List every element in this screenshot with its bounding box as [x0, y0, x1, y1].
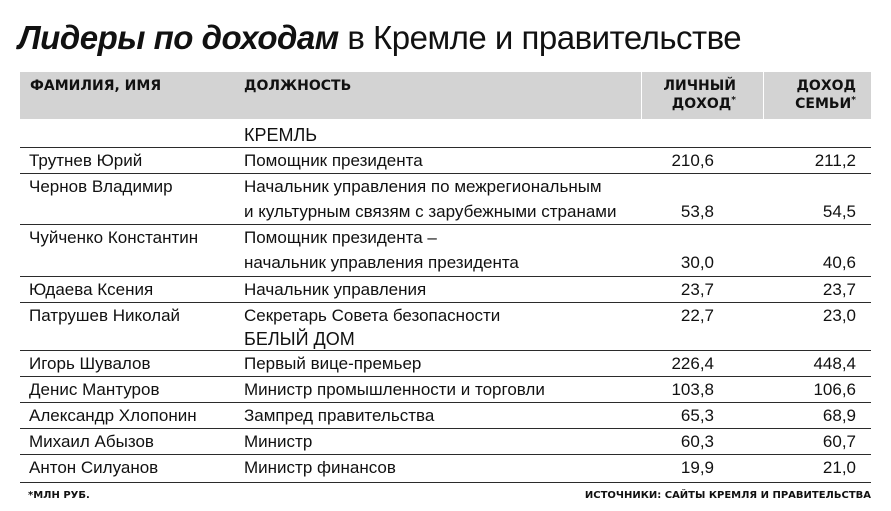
personal-income-value: 210,6 [671, 151, 714, 170]
family-income-value: 106,6 [813, 380, 856, 399]
footnote-units: *МЛН РУБ. [28, 490, 90, 501]
sources-note: ИСТОЧНИКИ: САЙТЫ КРЕМЛЯ И ПРАВИТЕЛЬСТВА [584, 490, 871, 501]
personal-income-value: 23,7 [680, 280, 714, 299]
position-text: Министр [244, 432, 313, 451]
section-title-kremlin: КРЕМЛЬ [244, 125, 318, 145]
personal-income-value: 60,3 [680, 432, 714, 451]
section-title-white-house: БЕЛЫЙ ДОМ [244, 329, 355, 349]
footnote-star: * [851, 95, 856, 106]
column-header-family-income-line2: СЕМЬИ* [795, 95, 856, 112]
table-row [20, 402, 871, 429]
family-income-value: 21,0 [822, 458, 856, 477]
table-row [20, 147, 871, 174]
position-text: Зампред правительства [244, 406, 435, 425]
personal-income-value: 103,8 [671, 380, 714, 399]
position-text: Секретарь Совета безопасности [244, 306, 501, 325]
family-income-value: 60,7 [822, 432, 856, 451]
family-income-value: 68,9 [822, 406, 856, 425]
footnote-star: * [731, 95, 736, 106]
person-name: Денис Мантуров [29, 380, 160, 399]
position-text: Начальник управления по межрегиональным [244, 177, 602, 196]
title-normal-part: в Кремле и правительстве [347, 19, 742, 56]
person-name: Трутнев Юрий [29, 151, 143, 170]
family-income-value: 23,0 [822, 306, 856, 325]
column-header-personal-income-line2: ДОХОД* [671, 95, 736, 112]
table-row [20, 376, 871, 403]
family-income-value: 211,2 [814, 151, 856, 170]
person-name: Чернов Владимир [29, 177, 173, 196]
column-header-family-income [736, 77, 856, 113]
table-bottom-rule [20, 482, 871, 483]
column-header-name: ФАМИЛИЯ, ИМЯ [30, 78, 162, 94]
family-income-value: 40,6 [822, 253, 856, 272]
column-header-personal-income-line1: ЛИЧНЫЙ [663, 78, 736, 94]
position-text: Министр промышленности и торговли [244, 380, 545, 399]
person-name: Александр Хлопонин [29, 406, 197, 425]
column-header-position: ДОЛЖНОСТЬ [244, 78, 352, 94]
table-row [20, 428, 871, 455]
personal-income-value: 65,3 [680, 406, 714, 425]
position-text: Помощник президента [244, 151, 423, 170]
person-name: Михаил Абызов [29, 432, 154, 451]
table-header [20, 72, 871, 119]
family-income-value: 23,7 [822, 280, 856, 299]
table-row [20, 302, 871, 329]
personal-income-value: 226,4 [671, 354, 714, 373]
table-row [20, 454, 871, 483]
table-row [20, 350, 871, 377]
position-text: Первый вице-премьер [244, 354, 422, 373]
position-text: и культурным связям с зарубежными странами [244, 202, 617, 221]
person-name: Антон Силуанов [29, 458, 159, 477]
column-header-personal-income [616, 77, 736, 113]
person-name: Юдаева Ксения [29, 280, 154, 299]
personal-income-value: 30,0 [680, 253, 714, 272]
personal-income-value: 19,9 [680, 458, 714, 477]
position-text: Помощник президента – [244, 228, 437, 247]
table-row [20, 173, 871, 225]
table-row [20, 224, 871, 277]
table-row [20, 276, 871, 303]
column-header-family-income-line1: ДОХОД [796, 78, 856, 94]
position-text: Начальник управления [244, 280, 427, 299]
person-name: Игорь Шувалов [29, 354, 151, 373]
personal-income-value: 53,8 [680, 202, 714, 221]
family-income-value: 54,5 [822, 202, 856, 221]
family-income-value: 448,4 [813, 354, 856, 373]
title-bold-part: Лидеры по доходам [18, 19, 339, 56]
personal-income-value: 22,7 [680, 306, 714, 325]
person-name: Патрушев Николай [29, 306, 181, 325]
page-title [18, 18, 741, 58]
position-text: начальник управления президента [244, 253, 519, 272]
position-text: Министр финансов [244, 458, 396, 477]
person-name: Чуйченко Константин [29, 228, 199, 247]
